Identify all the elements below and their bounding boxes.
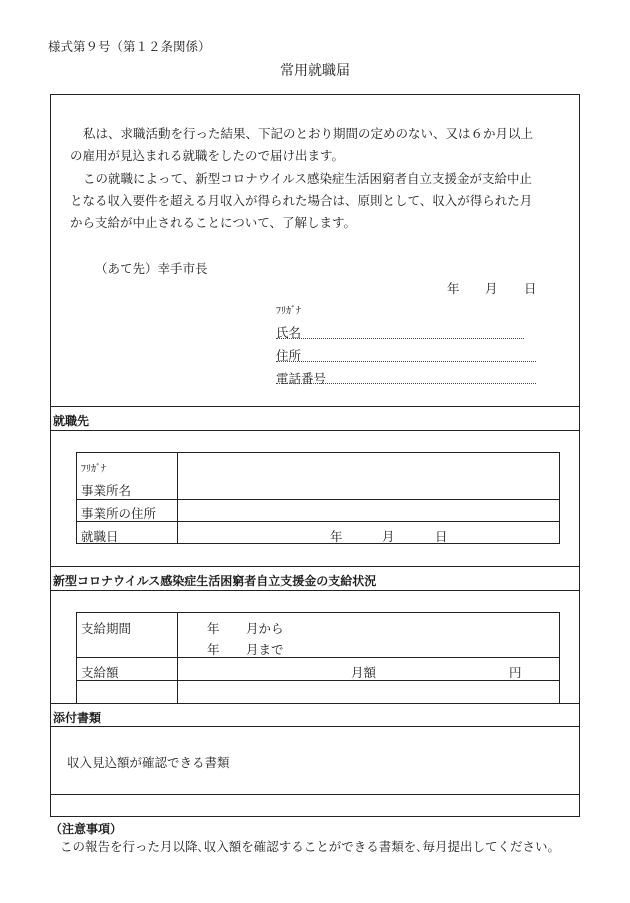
attachment-heading: 添付書類	[53, 711, 102, 725]
period-from-year: 年	[207, 621, 220, 636]
date-month: 月	[485, 281, 498, 296]
yen-label: 円	[509, 665, 522, 680]
notes-heading: （注意事項）	[50, 822, 123, 836]
applicant-address-label: 住所	[276, 348, 302, 363]
start-date-day: 日	[435, 529, 448, 544]
start-date-month: 月	[382, 529, 395, 544]
start-date-year: 年	[330, 529, 343, 544]
amount-extra-field[interactable]	[178, 681, 559, 702]
divider	[50, 590, 580, 591]
applicant-phone-label: 電話番号	[276, 371, 327, 386]
statement-line-4: となる収入要件を超える月収入が得られた場合は、原則として、収入が得られた月	[70, 193, 533, 208]
date-day: 日	[524, 281, 537, 296]
benefit-heading: 新型コロナウイルス感染症生活困窮者自立支援金の支給状況	[53, 574, 377, 588]
statement-line-1: 私は、求職活動を行った結果、下記のとおり期間の定めのない、又は６か月以上	[83, 126, 534, 141]
monthly-label: 月額	[351, 665, 377, 680]
form-number: 様式第９号（第１２条関係）	[48, 39, 211, 54]
form-title: 常用就職届	[280, 63, 350, 79]
divider	[50, 430, 580, 431]
date-year: 年	[447, 281, 460, 296]
period-from-month: 月から	[246, 621, 284, 636]
applicant-name-label: 氏名	[276, 325, 302, 340]
applicant-address-field[interactable]	[276, 361, 536, 362]
divider	[50, 726, 580, 727]
company-address-label: 事業所の住所	[81, 506, 157, 521]
company-name-field[interactable]	[178, 453, 559, 499]
employer-furigana-label: ﾌﾘｶﾞﾅ	[81, 464, 106, 475]
table-divider	[76, 657, 560, 658]
start-date-label: 就職日	[81, 529, 119, 544]
amount-label: 支給額	[81, 665, 119, 680]
applicant-name-field[interactable]	[276, 338, 524, 339]
divider	[50, 703, 580, 704]
period-to-year: 年	[207, 642, 220, 657]
notes-text: この報告を行った月以降､収入額を確認することができる書類を､毎月提出してください。	[60, 839, 561, 854]
applicant-phone-field[interactable]	[276, 383, 536, 384]
divider	[50, 566, 580, 567]
applicant-furigana-label: ﾌﾘｶﾞﾅ	[276, 306, 301, 317]
divider	[50, 406, 580, 407]
statement-line-3: この就職によって、新型コロナウイルス感染症生活困窮者自立支援金が支給中止	[83, 171, 533, 186]
period-to-month: 月まで	[246, 642, 284, 657]
employer-heading: 就職先	[53, 414, 90, 428]
statement-line-2: の雇用が見込まれる就職をしたので届け出ます。	[70, 148, 345, 163]
statement-line-5: から支給が中止されることについて、了解します。	[70, 215, 357, 230]
divider	[50, 794, 580, 795]
period-label: 支給期間	[81, 621, 132, 636]
addressee: （あて先）幸手市長	[95, 261, 208, 276]
company-name-label: 事業所名	[81, 483, 132, 498]
attachment-document: 収入見込額が確認できる書類	[67, 755, 230, 770]
company-address-field[interactable]	[178, 500, 559, 521]
